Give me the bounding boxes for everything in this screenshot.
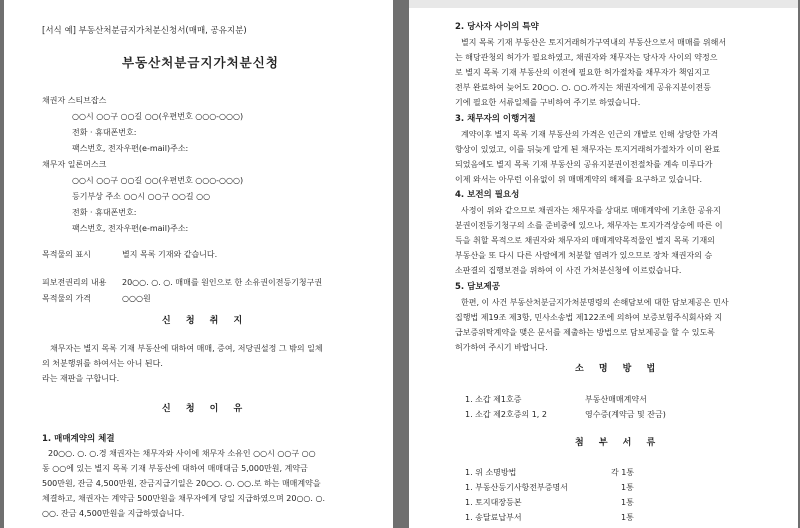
section-2-line: 기에 필요한 서류일체를 구비하여 주기로 하였습니다.	[455, 98, 641, 107]
attachment-label: 1. 송달료납부서	[465, 513, 522, 522]
section-2-line: 는 해당관청의 허가가 필요하였고, 채권자와 채무자는 당사자 사이의 약정으	[455, 53, 718, 62]
form-header: [서식 예] 부동산처분금지가처분신청서(매매, 공유지분)	[42, 26, 247, 36]
section-5-line: 급보증위탁계약을 맺은 문서를 제출하는 방법으로 담보제공을 할 수 있도록	[455, 328, 715, 337]
claim-value: 20○○. ○. ○. 매매를 원인으로 한 소유권이전등기청구권	[122, 278, 323, 287]
section-1-line: 500만원, 잔금 4,500만원, 잔금지급기일은 20○○. ○. ○○.로 하는 매매계약을	[42, 479, 321, 488]
debtor-phone: 전화 · 휴대폰번호:	[72, 208, 137, 217]
price-label: 목적물의 가격	[42, 294, 91, 303]
evidence-item-label: 1. 소갑 제2호증의 1, 2	[465, 410, 547, 419]
section-3-heading: 3. 채무자의 이행거절	[455, 114, 536, 124]
reason-heading: 신 청 이 유	[162, 404, 249, 414]
debtor-fax: 팩스번호, 전자우편(e-mail)주소:	[72, 224, 189, 233]
section-1-line: 동 ○○에 있는 별지 목록 기재 부동산에 대하여 매매대금 5,000만원, 계약금	[42, 464, 308, 473]
creditor-fax: 팩스번호, 전자우편(e-mail)주소:	[72, 144, 189, 153]
evidence-item-value: 부동산매매계약서	[585, 395, 647, 404]
section-3-line: 되었음에도 별지 목록 기재 부동산의 공유지분권이전절차를 계속 미루다가	[455, 160, 713, 169]
price-value: ○○○원	[122, 294, 151, 303]
claim-label: 피보전권리의 내용	[42, 278, 107, 287]
attachment-label: 1. 토지대장등본	[465, 498, 522, 507]
purpose-heading: 신 청 취 지	[162, 316, 249, 326]
page-top-margin	[409, 0, 798, 8]
attachment-count: 1통	[621, 513, 634, 522]
section-3-line: 향상이 있었고, 이를 뒤늦게 알게 된 채무자는 토지거래허가절차가 이미 완료	[455, 145, 720, 154]
section-4-heading: 4. 보전의 필요성	[455, 190, 520, 200]
section-5-line: 집행법 제19조 제3항, 민사소송법 제122조에 의하여 보증보험주식회사와 지	[455, 313, 723, 322]
object-value: 별지 목록 기재와 같습니다.	[122, 250, 218, 259]
debtor-label: 채무자 일론머스크	[42, 160, 107, 169]
document-page-right	[409, 0, 798, 528]
creditor-address: ○○시 ○○구 ○○길 ○○(우편번호 ○○○-○○○)	[72, 112, 244, 121]
attachment-label: 1. 부동산등기사항전부증명서	[465, 483, 568, 492]
document-page-left	[4, 0, 393, 528]
section-2-line: 별지 목록 기재 부동산은 토지거래허가구역내의 부동산으로서 매매를 위해서	[461, 38, 727, 47]
section-2-heading: 2. 당사자 사이의 특약	[455, 22, 539, 32]
section-2-line: 전부 완료하여 늦어도 20○○. ○. ○○.까지는 채권자에게 공유지분이전등	[455, 83, 711, 92]
section-5-heading: 5. 담보제공	[455, 282, 500, 292]
purpose-line: 의 처분행위를 하여서는 아니 된다.	[42, 359, 163, 368]
section-1-line: 20○○. ○. ○.경 채권자는 채무자와 사이에 채무자 소유인 ○○시 ○○구 ○○	[48, 449, 316, 458]
section-4-line: 사정이 위와 같으므로 채권자는 채무자를 상대로 매매계약에 기초한 공유지	[461, 206, 721, 215]
section-4-line: 분권이전등기청구의 소를 준비중에 있으나, 채무자는 토지가격상승에 따른 이	[455, 221, 723, 230]
purpose-line: 채무자는 별지 목록 기재 부동산에 대하여 매매, 증여, 저당권설정 그 밖의 일체	[50, 344, 323, 353]
section-3-line: 이제 와서는 아무런 이유없이 위 매매계약의 해제를 요구하고 있습니다.	[455, 175, 702, 184]
document-title: 부동산처분금지가처분신청	[122, 55, 279, 70]
debtor-registry-address: 등기부상 주소 ○○시 ○○구 ○○길 ○○	[72, 192, 211, 201]
section-2-line: 로 별지 목록 기재 부동산의 이전에 필요한 허가절차를 채무자가 책임지고	[455, 68, 710, 77]
section-5-line: 한편, 이 사건 부동산처분금지가처분명령의 손해담보에 대한 담보제공은 민사	[461, 298, 729, 307]
section-1-heading: 1. 매매계약의 체결	[42, 434, 115, 444]
attachment-count: 각 1통	[611, 468, 635, 477]
attachments-heading: 첨 부 서 류	[575, 438, 662, 448]
creditor-phone: 전화 · 휴대폰번호:	[72, 128, 137, 137]
evidence-item-value: 영수증(계약금 및 잔금)	[585, 410, 666, 419]
attachment-label: 1. 위 소명방법	[465, 468, 517, 477]
evidence-item-label: 1. 소갑 제1호증	[465, 395, 522, 404]
attachment-count: 1통	[621, 498, 634, 507]
section-1-line: ○○. 잔금 4,500만원을 지급하였습니다.	[42, 509, 185, 518]
purpose-line: 라는 재판을 구합니다.	[42, 374, 120, 383]
object-label: 목적물의 표시	[42, 250, 91, 259]
creditor-label: 채권자 스티브잡스	[42, 96, 107, 105]
section-4-line: 부동산을 또 다시 다른 사람에게 처분할 염려가 있으므로 장차 채권자의 승	[455, 251, 713, 260]
section-4-line: 소판결의 집행보전을 위하여 이 사건 가처분신청에 이르렀습니다.	[455, 266, 682, 275]
section-1-line: 체결하고, 채권자는 계약금 500만원을 채무자에게 당일 지급하였으며 20○○. ○.	[42, 494, 326, 503]
evidence-heading: 소 명 방 법	[575, 364, 662, 374]
attachment-count: 1통	[621, 483, 634, 492]
debtor-address: ○○시 ○○구 ○○길 ○○(우편번호 ○○○-○○○)	[72, 176, 244, 185]
section-5-line: 허가하여 주시기 바랍니다.	[455, 343, 548, 352]
section-4-line: 득을 취할 목적으로 채권자와 채무자의 매매계약목적물인 별지 목록 기재의	[455, 236, 715, 245]
section-3-line: 계약이후 별지 목록 기재 부동산의 가격은 인근의 개발로 인해 상당한 가격	[461, 130, 719, 139]
